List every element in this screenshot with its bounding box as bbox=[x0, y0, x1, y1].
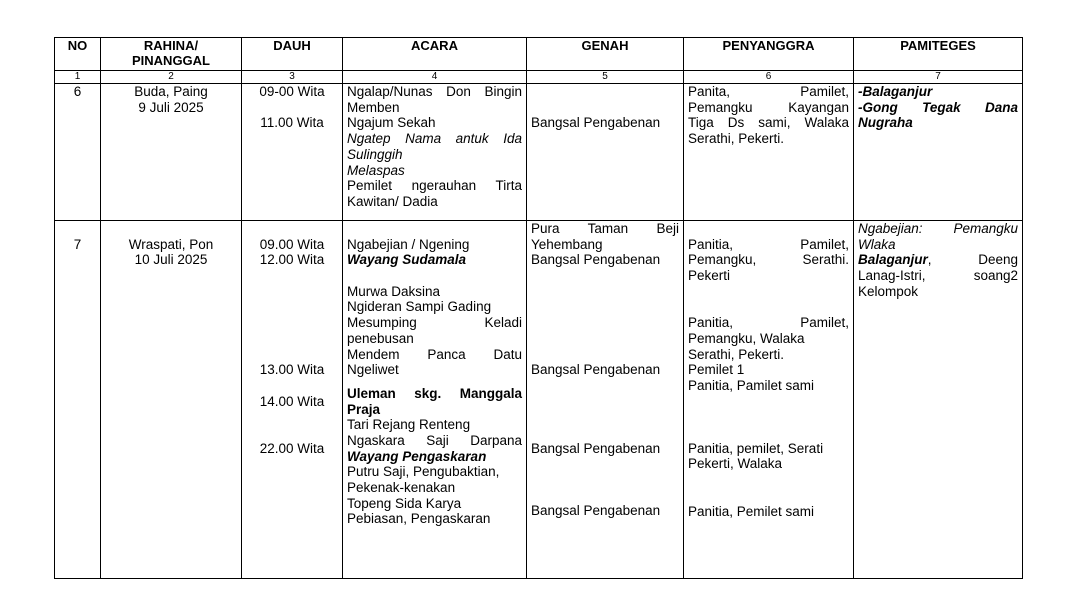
row-genah-cell bbox=[527, 84, 684, 221]
penyanggra-item: Pemangku, Walaka bbox=[688, 330, 805, 346]
row-date-cell bbox=[101, 221, 242, 579]
col-num: 6 bbox=[684, 71, 854, 84]
genah-label: Pura Taman Beji bbox=[531, 221, 679, 236]
penyanggra-item: Serathi, Pekerti. bbox=[688, 346, 785, 362]
row-number bbox=[55, 221, 101, 579]
row-acara-cell bbox=[343, 221, 527, 579]
pamiteges-bold: Balaganjur bbox=[858, 252, 928, 268]
penyanggra-item: Tiga Ds sami, Walaka bbox=[688, 115, 849, 131]
col-num: 4 bbox=[343, 71, 527, 84]
pamiteges-item bbox=[858, 252, 1018, 268]
row-time-cell bbox=[242, 84, 343, 221]
penyanggra-item: Panitia, Pemilet sami bbox=[688, 503, 815, 519]
genah-label: Bangsal Pengabenan bbox=[531, 362, 661, 378]
penyanggra-item: Pemangku, Serathi. bbox=[688, 252, 849, 268]
time-label: 22.00 Wita bbox=[259, 440, 325, 456]
genah-label: Bangsal Pengabenan bbox=[531, 115, 661, 131]
row-number: 6 bbox=[55, 84, 101, 221]
genah-label: Bangsal Pengabenan bbox=[531, 503, 661, 519]
table-row bbox=[55, 84, 1023, 221]
header-acara: ACARA bbox=[343, 38, 527, 71]
acara-item: Ngaskara Saji Darpana bbox=[347, 432, 522, 448]
genah-label: Bangsal Pengabenan bbox=[531, 440, 661, 456]
table-row bbox=[55, 221, 1023, 579]
pamiteges-item: Kelompok bbox=[858, 283, 919, 299]
acara-item: Praja bbox=[347, 401, 381, 417]
acara-item: Putru Saji, Pengubaktian, bbox=[347, 464, 500, 480]
pamiteges-item: -Balaganjur bbox=[858, 84, 933, 99]
time-label: 09-00 Wita bbox=[259, 84, 325, 99]
day-label: Wraspati, Pon bbox=[128, 236, 214, 252]
time-label: 09.00 Wita bbox=[259, 236, 325, 252]
row-pamiteges-cell bbox=[854, 84, 1023, 221]
acara-item: Ngeliwet bbox=[347, 362, 399, 378]
acara-item: Topeng Sida Karya bbox=[347, 495, 462, 511]
header-row bbox=[55, 38, 1023, 71]
column-number-row bbox=[55, 71, 1023, 84]
acara-item: Ngabejian / Ngening bbox=[347, 236, 470, 252]
acara-item: Mesumping Keladi bbox=[347, 315, 522, 331]
row-time-cell bbox=[242, 221, 343, 579]
acara-item: Ngideran Sampi Gading bbox=[347, 299, 492, 315]
acara-item: Memben bbox=[347, 99, 400, 115]
col-num: 1 bbox=[55, 71, 101, 84]
header-rahina: RAHINA/ PINANGGAL bbox=[101, 38, 242, 71]
penyanggra-item: Panitia, Pamilet sami bbox=[688, 377, 815, 393]
row-date-cell bbox=[101, 84, 242, 221]
penyanggra-item: Pemilet 1 bbox=[688, 362, 745, 378]
acara-item: Pebiasan, Pengaskaran bbox=[347, 511, 491, 527]
acara-item: Pemilet ngerauhan Tirta bbox=[347, 178, 522, 194]
time-label: 12.00 Wita bbox=[259, 252, 325, 268]
date-label: 9 Juli 2025 bbox=[138, 99, 204, 115]
acara-item: penebusan bbox=[347, 330, 414, 346]
penyanggra-item: Panitia, Pamilet, bbox=[688, 315, 849, 331]
col-num: 2 bbox=[101, 71, 242, 84]
penyanggra-item: Panitia, pemilet, Serati bbox=[688, 440, 824, 456]
acara-item: Kawitan/ Dadia bbox=[347, 193, 438, 209]
pamiteges-item: Wlaka bbox=[858, 236, 896, 252]
pamiteges-rest: , Deeng bbox=[927, 252, 1018, 268]
acara-item: Ngalap/Nunas Don Bingin bbox=[347, 84, 522, 99]
acara-item: Wayang Sudamala bbox=[347, 252, 467, 268]
penyanggra-item: Pekerti, Walaka bbox=[688, 456, 783, 472]
time-label: 14.00 Wita bbox=[259, 393, 325, 409]
time-label: 13.00 Wita bbox=[259, 362, 325, 378]
acara-item: Tari Rejang Renteng bbox=[347, 417, 471, 433]
row-acara-cell bbox=[343, 84, 527, 221]
pamiteges-item: Ngabejian: Pemangku bbox=[858, 221, 1018, 236]
pamiteges-item: Lanag-Istri, soang2 bbox=[858, 268, 1018, 284]
row-penyanggra-cell bbox=[684, 221, 854, 579]
penyanggra-item: Serathi, Pekerti. bbox=[688, 131, 785, 147]
acara-item: Wayang Pengaskaran bbox=[347, 448, 487, 464]
col-num: 5 bbox=[527, 71, 684, 84]
pamiteges-item: Nugraha bbox=[858, 115, 913, 131]
header-dauh: DAUH bbox=[242, 38, 343, 71]
acara-item: Mendem Panca Datu bbox=[347, 346, 522, 362]
header-pamiteges: PAMITEGES bbox=[854, 38, 1023, 71]
penyanggra-item: Pemangku Kayangan bbox=[688, 99, 849, 115]
acara-item: Melaspas bbox=[347, 162, 405, 178]
penyanggra-item: Panitia, Pamilet, bbox=[688, 236, 849, 252]
acara-item: Ngajum Sekah bbox=[347, 115, 436, 131]
header-no: NO bbox=[55, 38, 101, 71]
pamiteges-item: -Gong Tegak Dana bbox=[858, 99, 1018, 115]
acara-item: Uleman skg. Manggala bbox=[347, 385, 522, 401]
time-label: 11.00 Wita bbox=[260, 115, 324, 131]
day-label: Buda, Paing bbox=[134, 84, 208, 99]
header-penyanggra: PENYANGGRA bbox=[684, 38, 854, 71]
acara-item: Pekenak-kenakan bbox=[347, 480, 456, 496]
genah-label: Bangsal Pengabenan bbox=[531, 252, 661, 268]
row-pamiteges-cell bbox=[854, 221, 1023, 579]
row-genah-cell bbox=[527, 221, 684, 579]
acara-item: Murwa Daksina bbox=[347, 283, 441, 299]
penyanggra-item: Pekerti bbox=[688, 268, 731, 284]
acara-item: Sulinggih bbox=[347, 146, 403, 162]
header-genah: GENAH bbox=[527, 38, 684, 71]
genah-label: Yehembang bbox=[531, 236, 603, 252]
col-num: 3 bbox=[242, 71, 343, 84]
schedule-table bbox=[54, 37, 1023, 579]
row-penyanggra-cell bbox=[684, 84, 854, 221]
row-number-label: 7 bbox=[73, 236, 82, 252]
penyanggra-item: Panita, Pamilet, bbox=[688, 84, 849, 99]
date-label: 10 Juli 2025 bbox=[134, 252, 208, 268]
acara-item: Ngatep Nama antuk Ida bbox=[347, 131, 522, 147]
col-num: 7 bbox=[854, 71, 1023, 84]
